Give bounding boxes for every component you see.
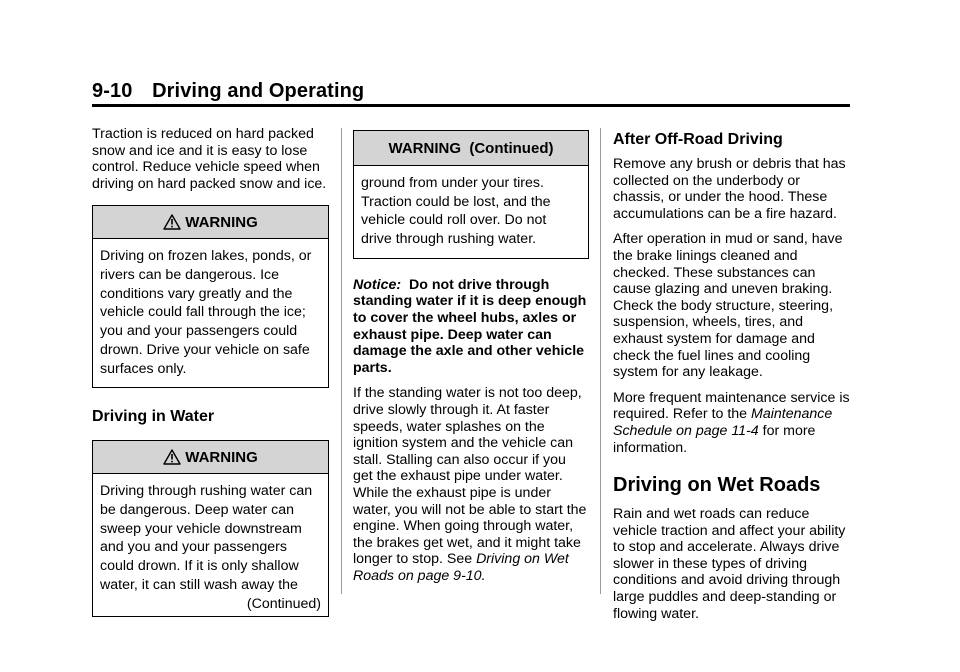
column-divider-right — [600, 128, 601, 594]
warning-triangle-icon — [163, 214, 181, 230]
link-maintenance-schedule[interactable]: Maintenance Schedule on page 11-4 — [613, 406, 833, 439]
warning-box-continued — [353, 130, 589, 259]
warning-text: ground from under your tires. Traction could be lost, and the vehicle could roll over. Do not drive through rushing water. — [361, 175, 551, 248]
heading-after-off-road: After Off-Road Driving — [613, 131, 783, 148]
standing-water-text: If the standing water is not too deep, drive slowly through it. At faster speeds, water splashes on the ignition system and the vehicle can stall. Stalling can also occur if you get the exhaust pipe under water. While the exhaust pipe is under water, you will not be able to start the engine. When going through water, the brakes get wet, and it might take longer to stop. See — [353, 385, 587, 568]
continued-label: (Continued) — [246, 595, 321, 612]
page-number: 9-10 — [92, 80, 133, 102]
header-rule — [92, 104, 850, 107]
maintenance-text-a: More frequent maintenance service is required. Refer to the — [613, 389, 850, 423]
column-2 — [353, 130, 589, 585]
paragraph-maintenance — [613, 390, 853, 456]
warning-body — [354, 166, 588, 258]
warning-body — [93, 474, 328, 615]
warning-header — [93, 206, 328, 239]
warning-label: WARNING — [185, 213, 258, 231]
warning-label: WARNING (Continued) — [388, 139, 554, 157]
warning-box-water — [92, 440, 329, 616]
warning-text: Driving on frozen lakes, ponds, or rivers can be dangerous. Ice conditions vary greatly and the vehicle could fall through the ice; you and your passengers could drown. Drive your vehicle on safe surfaces only. — [100, 248, 312, 377]
column-3 — [613, 130, 853, 622]
standing-water-paragraph — [353, 385, 589, 584]
heading-wet-roads: Driving on Wet Roads — [613, 474, 821, 497]
column-1 — [92, 126, 330, 617]
warning-label: WARNING — [185, 448, 258, 466]
link-driving-on-wet-roads[interactable]: Driving on Wet Roads on page 9-10. — [353, 551, 569, 584]
maintenance-text-b: for more information. — [613, 422, 816, 456]
notice-text: Do not drive through standing water if it is deep enough to cover the wheel hubs, axles or exhaust pipe. Deep water can damage the axle and other vehicle parts. — [353, 276, 587, 376]
heading-driving-in-water: Driving in Water — [92, 408, 215, 426]
page-header — [92, 80, 364, 103]
column-divider-left — [341, 128, 342, 594]
warning-text: Driving through rushing water can be dangerous. Deep water can sweep your vehicle downstream and you and your passengers could drown. If it is only shallow water, it can still wash away the — [100, 483, 313, 593]
warning-header — [354, 131, 588, 166]
paragraph-wet-roads: Rain and wet roads can reduce vehicle traction and affect your ability to stop and accelerate. Always drive slower in these types of driving conditions and avoid driving through large puddles and deep-standing or flowing water. — [613, 506, 846, 622]
notice-paragraph — [353, 277, 589, 377]
warning-header — [93, 441, 328, 474]
section-title: Driving and Operating — [152, 80, 365, 102]
warning-body — [93, 239, 328, 387]
warning-triangle-icon — [163, 449, 181, 465]
intro-paragraph: Traction is reduced on hard packed snow and ice and it is easy to lose control. Reduce vehicle speed when driving on hard packed snow and ice. — [92, 126, 327, 192]
notice-label: Notice: — [353, 276, 402, 293]
paragraph-mud-sand: After operation in mud or sand, have the brake linings cleaned and checked. These substances can cause glazing and uneven braking. Check the body structure, steering, suspension, wheels, tires, and exhaust system for damage and check the fuel lines and cooling system for any leakage. — [613, 231, 843, 381]
warning-box-ice — [92, 205, 329, 388]
paragraph-debris: Remove any brush or debris that has collected on the underbody or chassis, or under the hood. These accumulations can be a fire hazard. — [613, 156, 846, 222]
